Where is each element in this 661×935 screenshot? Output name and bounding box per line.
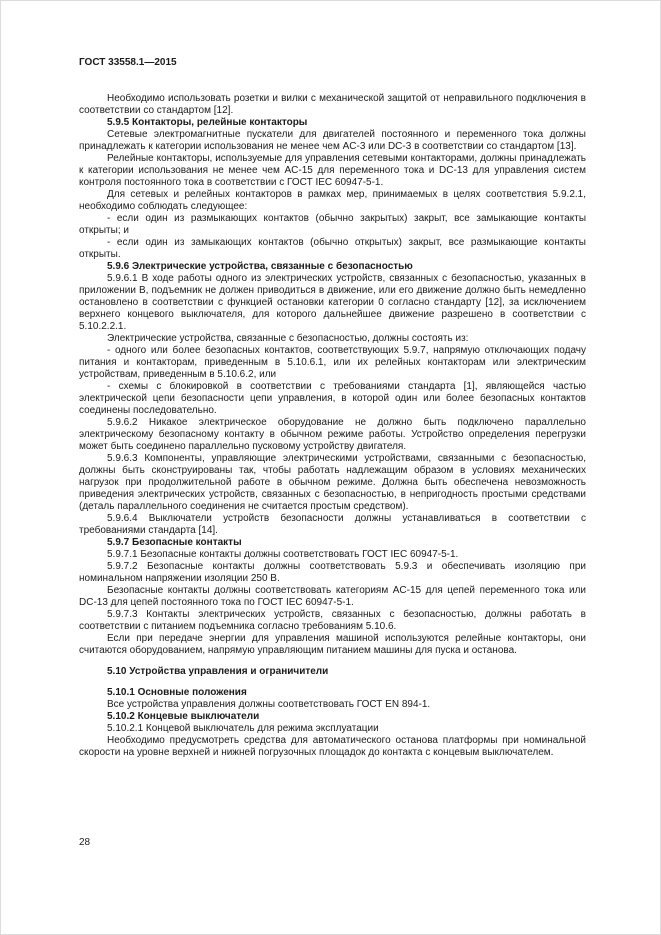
document-body <box>79 93 586 759</box>
list-item: - если один из размыкающих контактов (обычно закрытых) закрыт, все замыкающие контакты открыты; и <box>79 213 586 236</box>
paragraph: 5.9.6.4 Выключатели устройств безопасности должны устанавливаться в соответствии с требованиями стандарта [14]. <box>79 513 586 536</box>
section-heading: 5.10 Устройства управления и ограничители <box>107 666 329 677</box>
section-heading: 5.9.7 Безопасные контакты <box>107 537 242 548</box>
doc-header: ГОСТ 33558.1—2015 <box>79 57 177 68</box>
paragraph: Электрические устройства, связанные с безопасностью, должны состоять из: <box>107 333 469 344</box>
list-item: - одного или более безопасных контактов, соответствующих 5.9.7, напрямую отключающих подачу питания и контакторам, приведенным в 5.10.6.1, или их релейных контакторам или электрическим устройствам, приведенным в 5.10.6.2, или <box>79 345 586 380</box>
paragraph: Для сетевых и релейных контакторов в рамках мер, принимаемых в целях соответствия 5.9.2.1, необходимо соблюдать следующее: <box>79 189 586 212</box>
paragraph: 5.9.7.3 Контакты электрических устройств, связанных с безопасностью, должны работать в соответствии с питанием подъемника согласно требованиям 5.10.6. <box>79 609 586 632</box>
paragraph: Все устройства управления должны соответствовать ГОСТ EN 894-1. <box>107 699 431 710</box>
paragraph: Безопасные контакты должны соответствовать категориям AC-15 для цепей переменного тока или DC-13 для цепей постоянного тока по ГОСТ IEC 60947-5-1. <box>79 585 586 608</box>
paragraph: Сетевые электромагнитные пускатели для двигателей постоянного и переменного тока должны принадлежать к категории использования не менее чем AC-3 или DC-3 в соответствии со стандартом [13]. <box>79 129 586 152</box>
section-heading: 5.9.5 Контакторы, релейные контакторы <box>107 117 308 128</box>
paragraph: Если при передаче энергии для управления машиной используются релейные контакторы, они считаются оборудованием, напрямую управляющим питанием машины для пуска и останова. <box>79 633 586 656</box>
list-item: - схемы с блокировкой в соответствии с требованиями стандарта [1], являющейся частью электрической цепи безопасности цепи управления, в которой один или более безопасных контактов соединены последовательно. <box>79 381 586 416</box>
paragraph: 5.9.6.1 В ходе работы одного из электрических устройств, связанных с безопасностью, указанных в приложении В, подъемник не должен приводиться в движение, или его движение должно быть немедленно остановлено в соответствии с функцией остановки категории 0 согласно стандарту [12], за исключением верхнего концевого выключателя, для которого дальнейшее движение разрешено в соответствии с 5.10.2.2.1. <box>79 273 586 332</box>
paragraph: 5.9.7.1 Безопасные контакты должны соответствовать ГОСТ IEC 60947-5-1. <box>107 549 459 560</box>
section-heading: 5.9.6 Электрические устройства, связанные с безопасностью <box>107 261 413 272</box>
paragraph: Необходимо предусмотреть средства для автоматического останова платформы при номинальной скорости на уровне верхней и нижней погрузочных площадок до контакта с концевым выключателем. <box>79 735 586 758</box>
paragraph: Релейные контакторы, используемые для управления сетевыми контакторами, должны принадлежать к категории использования не менее чем AC-15 для переменного тока и DC-13 для управления систем контроля постоянного тока в соответствии с ГОСТ IEC 60947-5-1. <box>79 153 586 188</box>
section-heading: 5.10.1 Основные положения <box>107 687 247 698</box>
paragraph: 5.10.2.1 Концевой выключатель для режима эксплуатации <box>107 723 379 734</box>
paragraph: 5.9.6.3 Компоненты, управляющие электрическими устройствами, связанными с безопасностью, должны быть сконструированы так, чтобы работать надлежащим образом в условиях механических нагрузок при продолжительной работе в обычном режиме. Должна быть обеспечена невозможность приведения электрических устройств, связанных с безопасностью, в непригодность простыми средствами (деталь параллельного соединения не считается простым средством). <box>79 453 586 512</box>
paragraph: Необходимо использовать розетки и вилки с механической защитой от неправильного подключения в соответствии со стандартом [12]. <box>79 93 586 116</box>
section-heading: 5.10.2 Концевые выключатели <box>107 711 260 722</box>
list-item: - если один из замыкающих контактов (обычно открытых) закрыт, все размыкающие контакты открыты. <box>79 237 586 260</box>
paragraph: 5.9.6.2 Никакое электрическое оборудование не должно быть подключено параллельно электрическому безопасному контакту в обычном режиме работы. Устройство определения перегрузки может быть соединено параллельно пусковому устройству двигателя. <box>79 417 586 452</box>
paragraph: 5.9.7.2 Безопасные контакты должны соответствовать 5.9.3 и обеспечивать изоляцию при номинальном напряжении изоляции 250 В. <box>79 561 586 584</box>
page-number: 28 <box>79 837 91 848</box>
